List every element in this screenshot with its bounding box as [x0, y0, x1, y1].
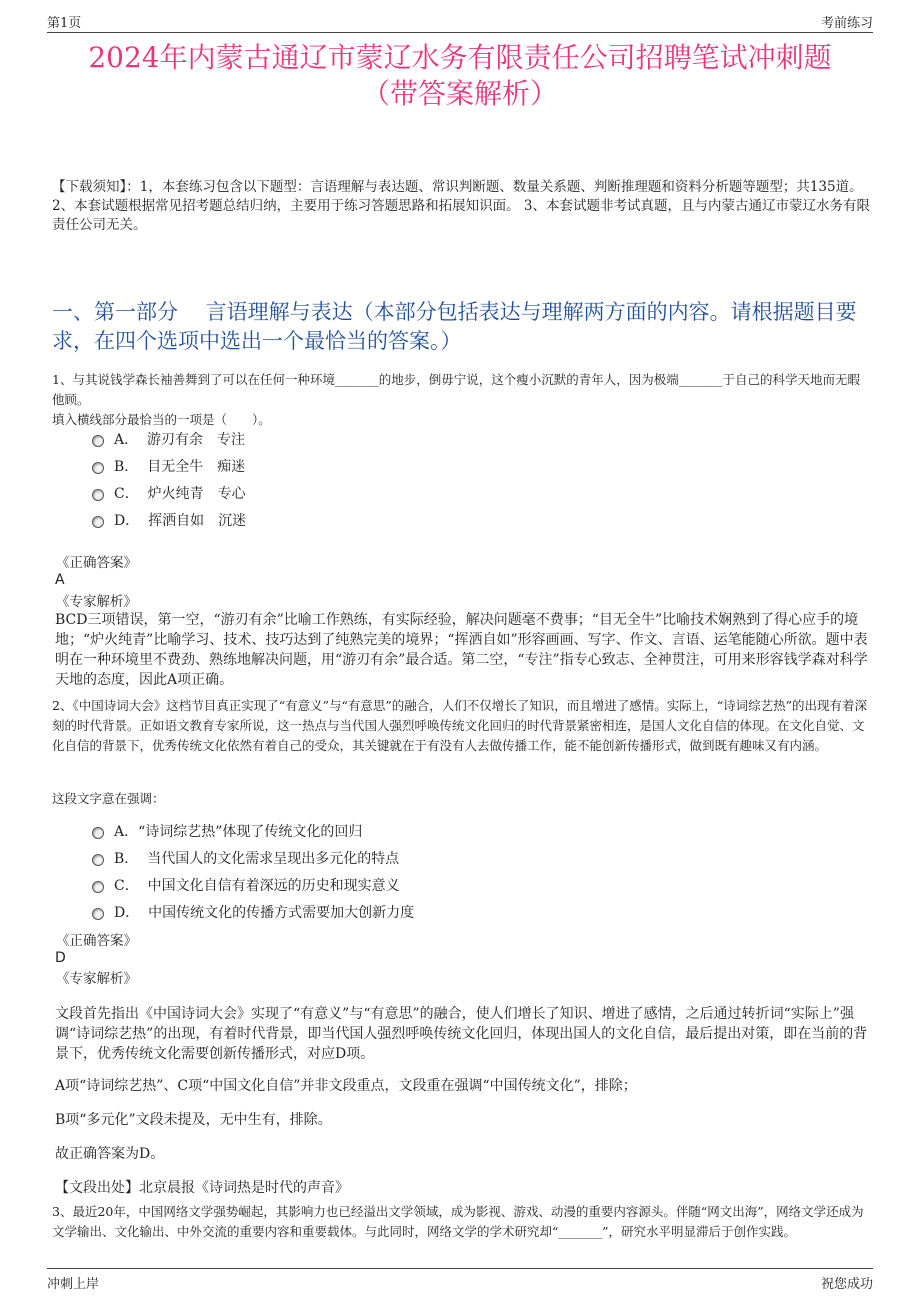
radio-icon[interactable]: [92, 462, 104, 474]
document-title: [47, 40, 873, 112]
page-number: 第1页: [47, 16, 82, 31]
answer-label: 《正确答案》: [56, 555, 137, 571]
page-header: [47, 10, 873, 33]
question-2-stem: 2、《中国诗词大会》这档节目真正实现了“有意义”与“有意思”的融合，人们不仅增长了知识，而且增进了感情。实际上，“诗词综艺热”的出现有着深刻的时代背景。正如语文教育专家所说，这一热点与当代国人强烈呼唤传统文化回归的时代背景紧密相连，是国人文化自信的体现。在文化自觉、文化自信的背景下，优秀传统文化依然有着自己的受众，其关键就在于有没有人去做传播工作，能不能创新传播形式，做到既有趣味又有内涵。: [52, 698, 868, 753]
option-b[interactable]: B． 目无全牛 痴迷: [92, 457, 852, 484]
radio-icon[interactable]: [92, 908, 104, 920]
analysis-paragraph: 故正确答案为D。: [55, 1146, 165, 1162]
radio-icon[interactable]: [92, 435, 104, 447]
question-2-answer: D: [55, 950, 66, 966]
option-d[interactable]: D． 中国传统文化的传播方式需要加大创新力度: [92, 903, 852, 930]
radio-icon[interactable]: [92, 854, 104, 866]
radio-icon[interactable]: [92, 881, 104, 893]
footer-right: 祝您成功: [820, 1277, 873, 1292]
option-a[interactable]: A． 游刃有余 专注: [92, 430, 852, 457]
header-label: 考前练习: [820, 16, 873, 31]
question-1: [52, 370, 870, 430]
source-note: 【文段出处】北京晨报《诗词热是时代的声音》: [55, 1180, 349, 1196]
question-1-stem: 1、与其说钱学森长袖善舞到了可以在任何一种环境_______的地步，倒毋宁说，这个瘦小沉默的青年人，因为极端_______于自己的科学天地而无暇他顾。: [52, 372, 860, 407]
question-2: [52, 696, 870, 756]
question-2-analysis: [55, 1004, 870, 1198]
option-d[interactable]: D． 挥洒自如 沉迷: [92, 511, 852, 538]
option-c[interactable]: C． 炉火纯青 专心: [92, 484, 852, 511]
question-1-prompt: 填入横线部分最恰当的一项是（ ）。: [52, 412, 271, 427]
section-heading: 一、第一部分 言语理解与表达（本部分包括表达与理解两方面的内容。请根据题目要求，在四个选项中选出一个最恰当的答案。）: [52, 300, 857, 353]
analysis-paragraph: 文段首先指出《中国诗词大会》实现了“有意义”与“有意思”的融合，使人们增长了知识、增进了感情，之后通过转折词“实际上”强调“诗词综艺热”的出现，有着时代背景，即当代国人强烈呼唤传统文化回归，体现出国人的文化自信，最后提出对策，即在当前的背景下，优秀传统文化需要创新传播形式，对应D项。: [55, 1006, 868, 1062]
download-notice: 【下载须知】：1，本套练习包含以下题型：言语理解与表达题、常识判断题、数量关系题、判断推理题和资料分析题等题型；共135道。 2、本套试题根据常见招考题总结归纳，主要用于练习答题思路和拓展知识面。 3、本套试题非考试真题，且与内蒙古通辽市蒙辽水务有限责任公司无关。: [52, 179, 870, 233]
option-b[interactable]: B． 当代国人的文化需求呈现出多元化的特点: [92, 849, 852, 876]
radio-icon[interactable]: [92, 516, 104, 528]
radio-icon[interactable]: [92, 489, 104, 501]
title-line-2: （带答案解析）: [361, 77, 558, 110]
option-a[interactable]: A．“诗词综艺热”体现了传统文化的回归: [92, 822, 852, 849]
question-2-prompt: 这段文字意在强调：: [52, 791, 165, 806]
analysis-label: 《专家解析》: [56, 594, 137, 610]
footer-left: 冲刺上岸: [47, 1277, 100, 1292]
answer-label: 《正确答案》: [56, 933, 137, 949]
question-3-stem: 3、最近20年，中国网络文学强势崛起，其影响力也已经溢出文学领域，成为影视、游戏、动漫的重要内容源头。伴随“网文出海”，网络文学还成为文学输出、文化输出、中外交流的重要内容和重要载体。与此同时，网络文学的学术研究却“_______”，研究水平明显滞后于创作实践。: [52, 1204, 864, 1239]
question-2-options: [92, 822, 852, 930]
question-3: [52, 1202, 870, 1242]
radio-icon[interactable]: [92, 827, 104, 839]
title-line-1: 2024年内蒙古通辽市蒙辽水务有限责任公司招聘笔试冲刺题: [88, 41, 832, 74]
analysis-paragraph: A项“诗词综艺热”、C项“中国文化自信”并非文段重点，文段重在强调“中国传统文化”，排除；: [55, 1078, 637, 1094]
question-1-analysis: BCD三项错误，第一空，“游刃有余”比喻工作熟练，有实际经验，解决问题毫不费事；“目无全牛”比喻技术娴熟到了得心应手的境地；“炉火纯青”比喻学习、技术、技巧达到了纯熟完美的境界；“挥洒自如”形容画画、写字、作文、言语、运笔能随心所欲。题中表明在一种环境里不费劲、熟练地解决问题，用“游刃有余”最合适。第二空，“专注”指专心致志、全神贯注，可用来形容钱学森对科学天地的态度，因此A项正确。: [55, 612, 868, 688]
question-1-answer: A: [55, 572, 65, 588]
question-1-options: [92, 430, 852, 538]
analysis-label: 《专家解析》: [56, 971, 137, 987]
option-c[interactable]: C． 中国文化自信有着深远的历史和现实意义: [92, 876, 852, 903]
page-footer: [47, 1268, 873, 1291]
analysis-paragraph: B项“多元化”文段未提及，无中生有，排除。: [55, 1112, 332, 1128]
